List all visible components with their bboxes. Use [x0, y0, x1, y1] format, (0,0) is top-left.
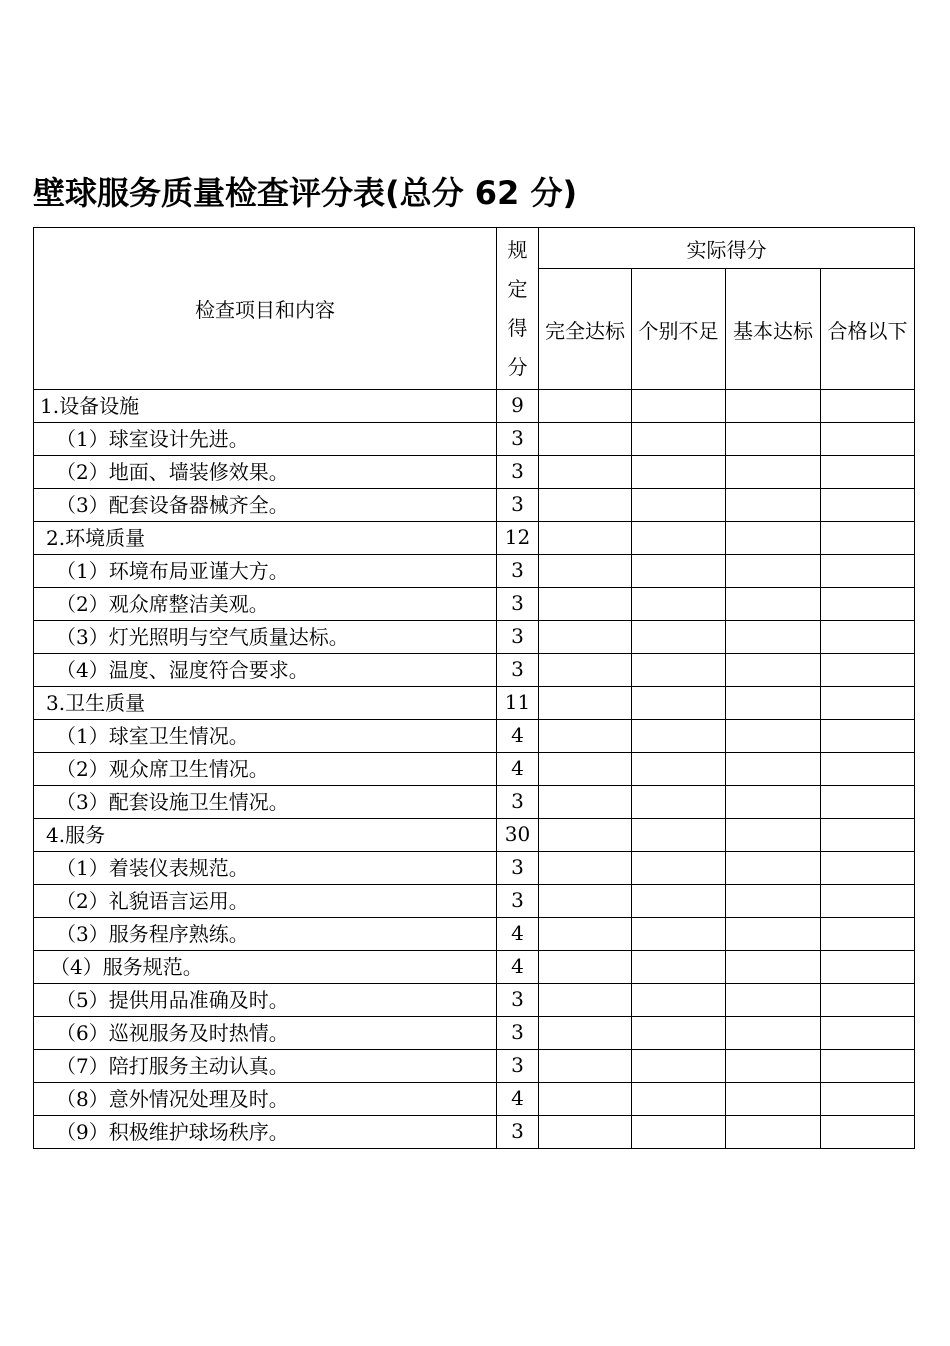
- item-label: （3）服务程序熟练。: [34, 918, 497, 951]
- actual-below-cell[interactable]: [821, 753, 915, 786]
- specified-score: 3: [497, 621, 539, 654]
- item-label: （9）积极维护球场秩序。: [34, 1116, 497, 1149]
- actual-full-cell[interactable]: [539, 654, 632, 687]
- header-grade-below: 合格以下: [821, 269, 915, 390]
- actual-full-cell[interactable]: [539, 621, 632, 654]
- table-row: [34, 852, 915, 885]
- actual-partial-cell[interactable]: [632, 753, 726, 786]
- actual-full-cell[interactable]: [539, 390, 632, 423]
- actual-basic-cell[interactable]: [726, 1050, 821, 1083]
- actual-full-cell[interactable]: [539, 720, 632, 753]
- item-label: （1）着装仪表规范。: [34, 852, 497, 885]
- header-grade-full: 完全达标: [539, 269, 632, 390]
- actual-below-cell[interactable]: [821, 654, 915, 687]
- actual-below-cell[interactable]: [821, 918, 915, 951]
- actual-basic-cell[interactable]: [726, 687, 821, 720]
- actual-basic-cell[interactable]: [726, 753, 821, 786]
- actual-below-cell[interactable]: [821, 588, 915, 621]
- actual-below-cell[interactable]: [821, 951, 915, 984]
- actual-basic-cell[interactable]: [726, 621, 821, 654]
- actual-partial-cell[interactable]: [632, 390, 726, 423]
- actual-partial-cell[interactable]: [632, 720, 726, 753]
- table-row: [34, 819, 915, 852]
- table-row: [34, 753, 915, 786]
- actual-full-cell[interactable]: [539, 1050, 632, 1083]
- actual-below-cell[interactable]: [821, 984, 915, 1017]
- category-label: 1.设备设施: [34, 390, 497, 423]
- actual-partial-cell[interactable]: [632, 1017, 726, 1050]
- actual-partial-cell[interactable]: [632, 555, 726, 588]
- actual-full-cell[interactable]: [539, 819, 632, 852]
- actual-basic-cell[interactable]: [726, 555, 821, 588]
- actual-full-cell[interactable]: [539, 489, 632, 522]
- actual-below-cell[interactable]: [821, 1083, 915, 1116]
- header-score-column: [497, 228, 539, 390]
- actual-below-cell[interactable]: [821, 522, 915, 555]
- specified-score: 3: [497, 852, 539, 885]
- actual-below-cell[interactable]: [821, 456, 915, 489]
- actual-partial-cell[interactable]: [632, 588, 726, 621]
- header-grade-basic: 基本达标: [726, 269, 821, 390]
- actual-basic-cell[interactable]: [726, 786, 821, 819]
- table-row: [34, 489, 915, 522]
- actual-partial-cell[interactable]: [632, 687, 726, 720]
- actual-basic-cell[interactable]: [726, 423, 821, 456]
- actual-partial-cell[interactable]: [632, 984, 726, 1017]
- actual-partial-cell[interactable]: [632, 1050, 726, 1083]
- actual-partial-cell[interactable]: [632, 456, 726, 489]
- actual-full-cell[interactable]: [539, 555, 632, 588]
- specified-score: 3: [497, 786, 539, 819]
- specified-score: 3: [497, 456, 539, 489]
- actual-partial-cell[interactable]: [632, 654, 726, 687]
- actual-basic-cell[interactable]: [726, 852, 821, 885]
- actual-below-cell[interactable]: [821, 1017, 915, 1050]
- item-label: （4）温度、湿度符合要求。: [34, 654, 497, 687]
- actual-partial-cell[interactable]: [632, 621, 726, 654]
- actual-partial-cell[interactable]: [632, 522, 726, 555]
- actual-partial-cell[interactable]: [632, 423, 726, 456]
- specified-score: 4: [497, 918, 539, 951]
- actual-full-cell[interactable]: [539, 951, 632, 984]
- actual-below-cell[interactable]: [821, 621, 915, 654]
- score-table: [33, 227, 915, 1149]
- actual-partial-cell[interactable]: [632, 951, 726, 984]
- actual-full-cell[interactable]: [539, 885, 632, 918]
- table-row: [34, 1116, 915, 1149]
- table-row: [34, 621, 915, 654]
- table-row: [34, 885, 915, 918]
- specified-score: 3: [497, 1116, 539, 1149]
- table-row: [34, 423, 915, 456]
- table-row: [34, 654, 915, 687]
- specified-score: 3: [497, 984, 539, 1017]
- specified-score: 3: [497, 489, 539, 522]
- item-label: （1）环境布局亚谨大方。: [34, 555, 497, 588]
- header-grade-partial: 个别不足: [632, 269, 726, 390]
- actual-full-cell[interactable]: [539, 984, 632, 1017]
- actual-below-cell[interactable]: [821, 1116, 915, 1149]
- item-label: （2）礼貌语言运用。: [34, 885, 497, 918]
- item-label: （4）服务规范。: [34, 951, 497, 984]
- actual-full-cell[interactable]: [539, 852, 632, 885]
- specified-score: 3: [497, 555, 539, 588]
- actual-full-cell[interactable]: [539, 1017, 632, 1050]
- actual-basic-cell[interactable]: [726, 522, 821, 555]
- actual-basic-cell[interactable]: [726, 720, 821, 753]
- item-label: （2）地面、墙装修效果。: [34, 456, 497, 489]
- specified-score: 4: [497, 753, 539, 786]
- actual-below-cell[interactable]: [821, 1050, 915, 1083]
- item-label: （5）提供用品准确及时。: [34, 984, 497, 1017]
- actual-basic-cell[interactable]: [726, 1083, 821, 1116]
- item-label: （1）球室卫生情况。: [34, 720, 497, 753]
- actual-partial-cell[interactable]: [632, 885, 726, 918]
- actual-partial-cell[interactable]: [632, 819, 726, 852]
- header-score-label: 规定得分: [507, 237, 528, 379]
- actual-basic-cell[interactable]: [726, 390, 821, 423]
- header-item-column: 检查项目和内容: [34, 228, 497, 390]
- table-row: [34, 456, 915, 489]
- item-label: （3）配套设施卫生情况。: [34, 786, 497, 819]
- table-row: [34, 918, 915, 951]
- actual-full-cell[interactable]: [539, 522, 632, 555]
- actual-basic-cell[interactable]: [726, 951, 821, 984]
- actual-below-cell[interactable]: [821, 786, 915, 819]
- actual-below-cell[interactable]: [821, 720, 915, 753]
- actual-basic-cell[interactable]: [726, 489, 821, 522]
- specified-score: 3: [497, 1017, 539, 1050]
- actual-basic-cell[interactable]: [726, 984, 821, 1017]
- table-row: [34, 588, 915, 621]
- specified-score: 9: [497, 390, 539, 423]
- table-row: [34, 522, 915, 555]
- actual-below-cell[interactable]: [821, 555, 915, 588]
- category-label: 2.环境质量: [34, 522, 497, 555]
- actual-below-cell[interactable]: [821, 852, 915, 885]
- actual-basic-cell[interactable]: [726, 654, 821, 687]
- actual-full-cell[interactable]: [539, 786, 632, 819]
- item-label: （7）陪打服务主动认真。: [34, 1050, 497, 1083]
- actual-below-cell[interactable]: [821, 819, 915, 852]
- table-row: [34, 786, 915, 819]
- actual-full-cell[interactable]: [539, 687, 632, 720]
- actual-partial-cell[interactable]: [632, 786, 726, 819]
- actual-basic-cell[interactable]: [726, 456, 821, 489]
- actual-basic-cell[interactable]: [726, 885, 821, 918]
- item-label: （2）观众席整洁美观。: [34, 588, 497, 621]
- table-row: [34, 720, 915, 753]
- actual-full-cell[interactable]: [539, 1116, 632, 1149]
- specified-score: 3: [497, 588, 539, 621]
- specified-score: 3: [497, 654, 539, 687]
- item-label: （6）巡视服务及时热情。: [34, 1017, 497, 1050]
- actual-basic-cell[interactable]: [726, 918, 821, 951]
- specified-score: 4: [497, 951, 539, 984]
- item-label: （2）观众席卫生情况。: [34, 753, 497, 786]
- item-label: （3）配套设备器械齐全。: [34, 489, 497, 522]
- actual-below-cell[interactable]: [821, 390, 915, 423]
- item-label: （8）意外情况处理及时。: [34, 1083, 497, 1116]
- actual-partial-cell[interactable]: [632, 489, 726, 522]
- specified-score: 12: [497, 522, 539, 555]
- actual-full-cell[interactable]: [539, 918, 632, 951]
- specified-score: 4: [497, 1083, 539, 1116]
- category-label: 3.卫生质量: [34, 687, 497, 720]
- table-row: [34, 984, 915, 1017]
- specified-score: 3: [497, 1050, 539, 1083]
- item-label: （1）球室设计先进。: [34, 423, 497, 456]
- specified-score: 3: [497, 885, 539, 918]
- actual-partial-cell[interactable]: [632, 1116, 726, 1149]
- table-row: [34, 951, 915, 984]
- table-row: [34, 390, 915, 423]
- actual-basic-cell[interactable]: [726, 1017, 821, 1050]
- actual-full-cell[interactable]: [539, 588, 632, 621]
- page-title: 壁球服务质量检查评分表(总分 62 分): [33, 174, 578, 212]
- actual-below-cell[interactable]: [821, 687, 915, 720]
- actual-below-cell[interactable]: [821, 423, 915, 456]
- actual-basic-cell[interactable]: [726, 588, 821, 621]
- actual-full-cell[interactable]: [539, 423, 632, 456]
- table-row: [34, 687, 915, 720]
- actual-full-cell[interactable]: [539, 753, 632, 786]
- specified-score: 4: [497, 720, 539, 753]
- actual-basic-cell[interactable]: [726, 1116, 821, 1149]
- table-row: [34, 1017, 915, 1050]
- actual-partial-cell[interactable]: [632, 1083, 726, 1116]
- specified-score: 30: [497, 819, 539, 852]
- table-row: [34, 1050, 915, 1083]
- table-row: [34, 1083, 915, 1116]
- actual-full-cell[interactable]: [539, 1083, 632, 1116]
- actual-below-cell[interactable]: [821, 885, 915, 918]
- category-label: 4.服务: [34, 819, 497, 852]
- actual-basic-cell[interactable]: [726, 819, 821, 852]
- item-label: （3）灯光照明与空气质量达标。: [34, 621, 497, 654]
- actual-partial-cell[interactable]: [632, 852, 726, 885]
- actual-full-cell[interactable]: [539, 456, 632, 489]
- specified-score: 11: [497, 687, 539, 720]
- table-row: [34, 555, 915, 588]
- actual-partial-cell[interactable]: [632, 918, 726, 951]
- header-actual-score: 实际得分: [539, 228, 915, 269]
- actual-below-cell[interactable]: [821, 489, 915, 522]
- specified-score: 3: [497, 423, 539, 456]
